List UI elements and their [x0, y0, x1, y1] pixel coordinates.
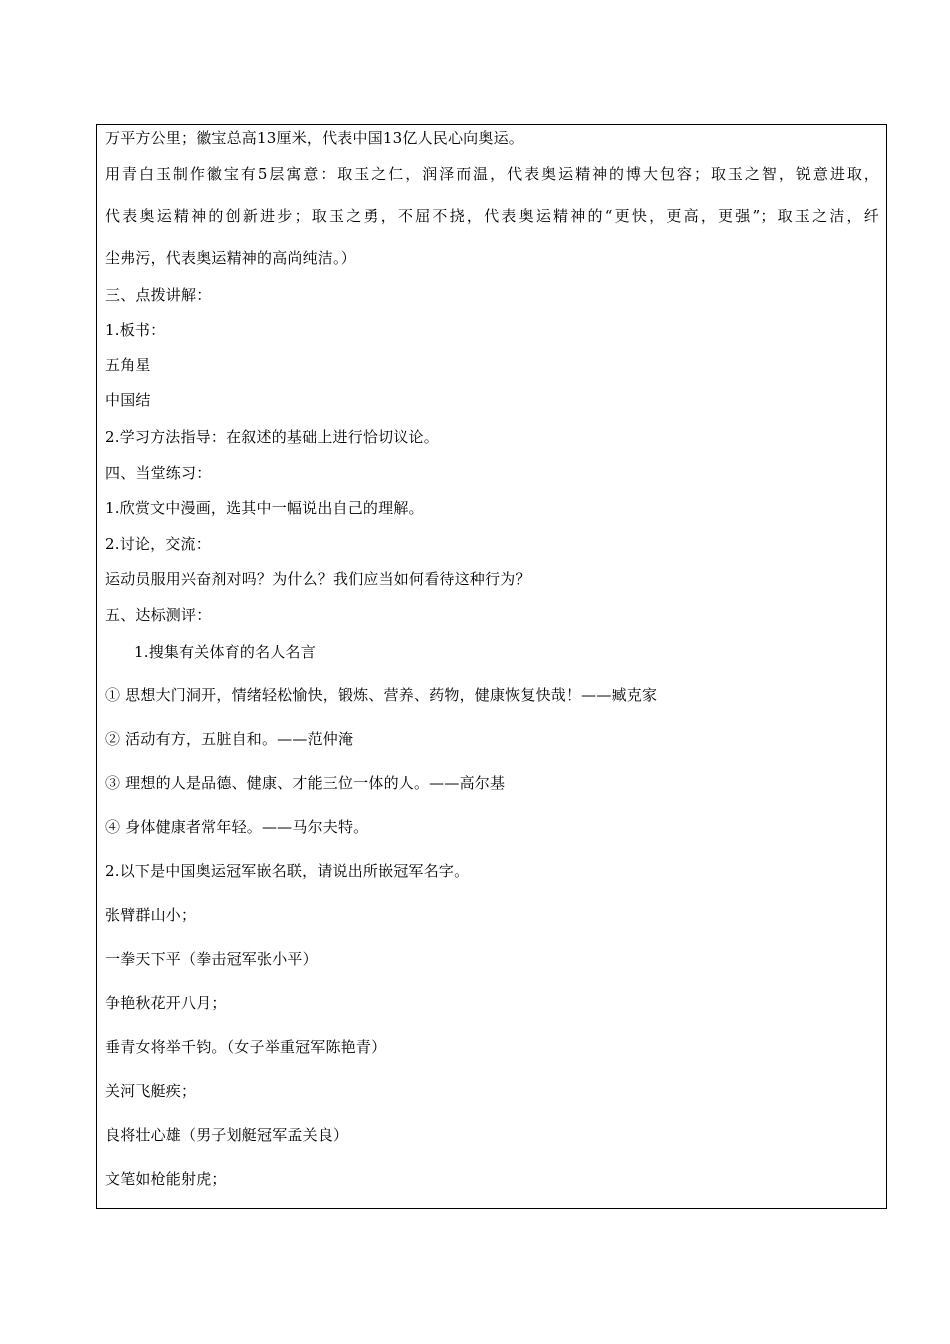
text-line: 1.板书： — [105, 321, 166, 339]
couplet-line: 文笔如枪能射虎； — [105, 1170, 227, 1188]
couplet-line: 一拳天下平（拳击冠军张小平） — [105, 950, 318, 968]
text-line: 尘弗污，代表奥运精神的高尚纯洁。） — [105, 249, 356, 267]
couplet-line: 张臂群山小； — [105, 906, 197, 924]
text-line: 1.搜集有关体育的名人名言 — [134, 643, 316, 661]
text-line: 用青白玉制作徽宝有5层寓意：取玉之仁，润泽而温，代表奥运精神的博大包容；取玉之智，锐意进取， — [105, 165, 879, 183]
quote-line: ④ 身体健康者常年轻。——马尔夫特。 — [105, 818, 369, 836]
text-line: 代表奥运精神的创新进步；取玉之勇，不屈不挠，代表奥运精神的“更快，更高，更强”；取玉之洁，纤 — [105, 207, 879, 225]
quote-line: ② 活动有方，五脏自和。——范仲淹 — [105, 730, 354, 748]
text-line: 万平方公里；徽宝总高13厘米，代表中国13亿人民心向奥运。 — [105, 129, 524, 147]
quote-line: ① 思想大门洞开，情绪轻松愉快，锻炼、营养、药物，健康恢复快哉！——臧克家 — [105, 686, 658, 704]
section-heading: 四、当堂练习： — [105, 464, 212, 482]
couplet-line: 垂青女将举千钧。（女子举重冠军陈艳青） — [105, 1038, 387, 1056]
section-heading: 三、点拨讲解： — [105, 286, 212, 304]
text-line: 2.讨论，交流： — [105, 535, 211, 553]
couplet-line: 争艳秋花开八月； — [105, 994, 227, 1012]
quote-line: ③ 理想的人是品德、健康、才能三位一体的人。——高尔基 — [105, 774, 506, 792]
text-line: 2.以下是中国奥运冠军嵌名联，请说出所嵌冠军名字。 — [105, 862, 470, 880]
text-line: 1.欣赏文中漫画，选其中一幅说出自己的理解。 — [105, 499, 424, 517]
couplet-line: 关河飞艇疾； — [105, 1082, 197, 1100]
couplet-line: 良将壮心雄（男子划艇冠军孟关良） — [105, 1126, 349, 1144]
text-line: 五角星 — [105, 356, 151, 374]
text-line: 运动员服用兴奋剂对吗？为什么？我们应当如何看待这种行为？ — [105, 570, 531, 588]
text-line: 2.学习方法指导：在叙述的基础上进行恰切议论。 — [105, 428, 439, 446]
section-heading: 五、达标测评： — [105, 606, 212, 624]
text-line: 中国结 — [105, 391, 151, 409]
